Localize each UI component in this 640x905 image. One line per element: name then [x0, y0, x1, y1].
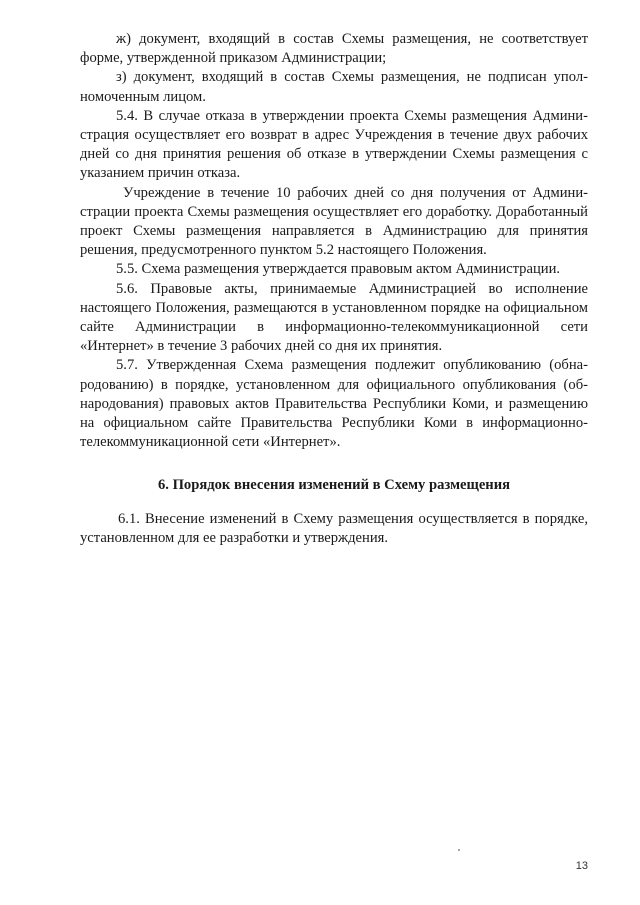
paragraph-5-7: 5.7. Утвержденная Схема размещения подлежит опубликованию (обнародованию) в порядке, установленном для официального опубликования (обнародования) правовых актов Правительства Республики Коми, и размещению на официальном сайте Правительства Республики Коми в информационно-телекоммуникационной сети «Интернет». [80, 357, 588, 451]
page-number: 13 [575, 860, 588, 872]
paragraph-5-6: 5.6. Правовые акты, принимаемые Администрацией во исполнение настоящего Положения, размещаются в установленном порядке на официальном сайте Администрации в информационно-телекоммуникационной сети «Интернет» в течение 3 рабочих дней со дня их принятия. [80, 280, 588, 355]
scan-speck [458, 849, 460, 851]
paragraph-institution-revision: Учреждение в течение 10 рабочих дней со дня получения от Администрации проекта Схемы размещения осуществляет его доработку. Доработанный проект Схемы размещения направляется в Администрацию для принятия решения, предусмотренного пунктом 5.2 настоящего Положения. [80, 184, 588, 259]
section-heading: 6. Порядок внесения изменений в Схему размещения [157, 477, 511, 494]
paragraph-5-5: 5.5. Схема размещения утверждается правовым актом Администрации. [116, 261, 561, 278]
paragraph-6-1: 6.1. Внесение изменений в Схему размещения осуществляется в порядке, установленном для ее разработки и утверждения. [80, 510, 588, 546]
document-body [80, 30, 588, 548]
paragraph-item-z: з) документ, входящий в состав Схемы размещения, не подписан уполномоченным лицом. [80, 69, 588, 105]
paragraph-5-4: 5.4. В случае отказа в утверждении проекта Схемы размещения Администрация осуществляет его возврат в адрес Учреждения в течение двух рабочих дней со дня принятия решения об отказе в утверждении Схемы размещения с указанием причин отказа. [80, 107, 588, 182]
paragraph-item-zh: ж) документ, входящий в состав Схемы размещения, не соответствует форме, утвержденной приказом Администрации; [80, 31, 588, 67]
